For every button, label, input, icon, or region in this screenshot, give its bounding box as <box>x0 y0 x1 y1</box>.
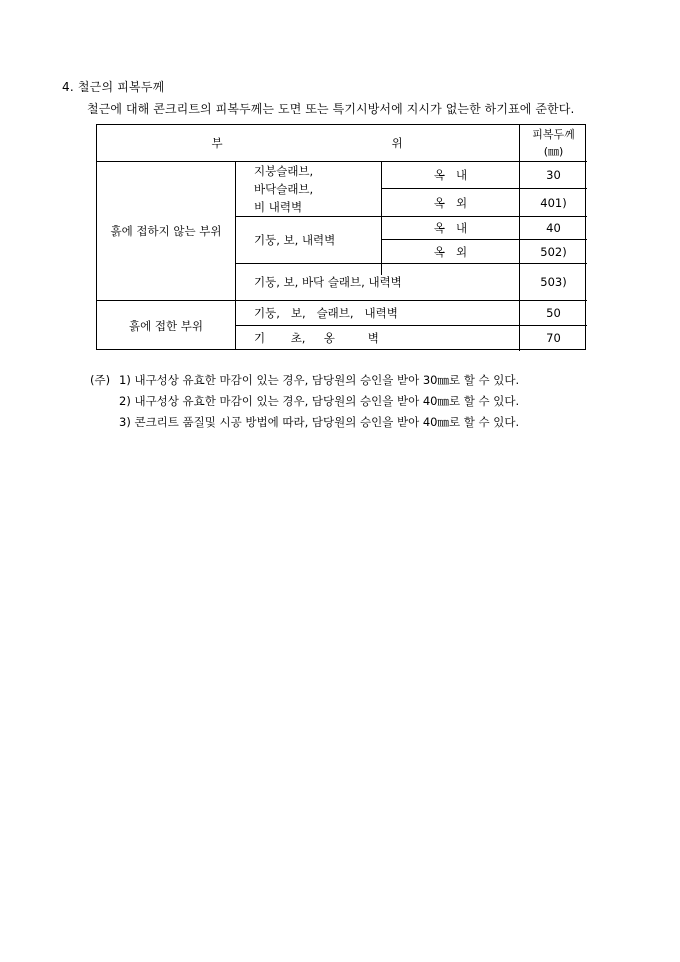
member-slab-line: 바닥슬래브, <box>254 182 314 196</box>
location-indoor: 옥 내 <box>433 168 468 182</box>
value-contact-1: 50 <box>546 306 561 320</box>
cover-thickness-table <box>96 124 586 350</box>
member-contact-1: 기둥, 보, 슬래브, 내력벽 <box>254 306 398 320</box>
notes-prefix: (주) <box>90 373 111 387</box>
member-contact-2: 기 초, 옹 벽 <box>254 331 379 345</box>
note-item <box>90 412 519 433</box>
member-slab-line: 비 내력벽 <box>254 200 303 214</box>
note-text: 2) 내구성상 유효한 마감이 있는 경우, 담당원의 승인을 받아 40㎜로 할 수 있다. <box>119 394 520 408</box>
section-intro: 철근에 대해 콘크리트의 피복두께는 도면 또는 특기시방서에 지시가 없는한 하기표에 준한다. <box>87 102 575 116</box>
value-column-indoor: 40 <box>546 221 561 235</box>
member-all: 기둥, 보, 바닥 슬래브, 내력벽 <box>254 275 402 289</box>
header-bu: 부 <box>211 136 223 150</box>
value-column-outdoor: 502) <box>540 244 567 259</box>
value-all: 503) <box>540 275 567 289</box>
section-heading: 4. 철근의 피복두께 <box>62 80 165 94</box>
member-slab-line: 지붕슬래브, <box>254 164 314 178</box>
header-thickness <box>520 125 587 161</box>
header-thickness-label: 피복두께 <box>532 128 575 141</box>
member-slab <box>254 162 381 216</box>
value-slab-indoor: 30 <box>546 168 561 182</box>
note-text: 1) 내구성상 유효한 마감이 있는 경우, 담당원의 승인을 받아 30㎜로 할 수 있다. <box>119 373 520 387</box>
header-thickness-unit: (㎜) <box>543 145 564 158</box>
group-contact-label: 흙에 접한 부위 <box>129 318 203 333</box>
value-contact-2: 70 <box>546 331 561 345</box>
note-text: 3) 콘크리트 품질및 시공 방법에 따라, 담당원의 승인을 받아 40㎜로 할 수 있다. <box>119 415 520 429</box>
value-slab-outdoor: 401) <box>540 195 567 210</box>
note-item <box>90 391 519 412</box>
notes <box>90 370 519 433</box>
location-outdoor: 옥 외 <box>433 244 468 259</box>
note-item <box>90 370 519 391</box>
group-not-contact-label: 흙에 접하지 않는 부위 <box>110 224 222 238</box>
member-column: 기둥, 보, 내력벽 <box>254 233 336 247</box>
location-outdoor: 옥 외 <box>433 195 468 210</box>
header-wi: 위 <box>391 136 403 150</box>
location-indoor: 옥 내 <box>433 221 468 235</box>
